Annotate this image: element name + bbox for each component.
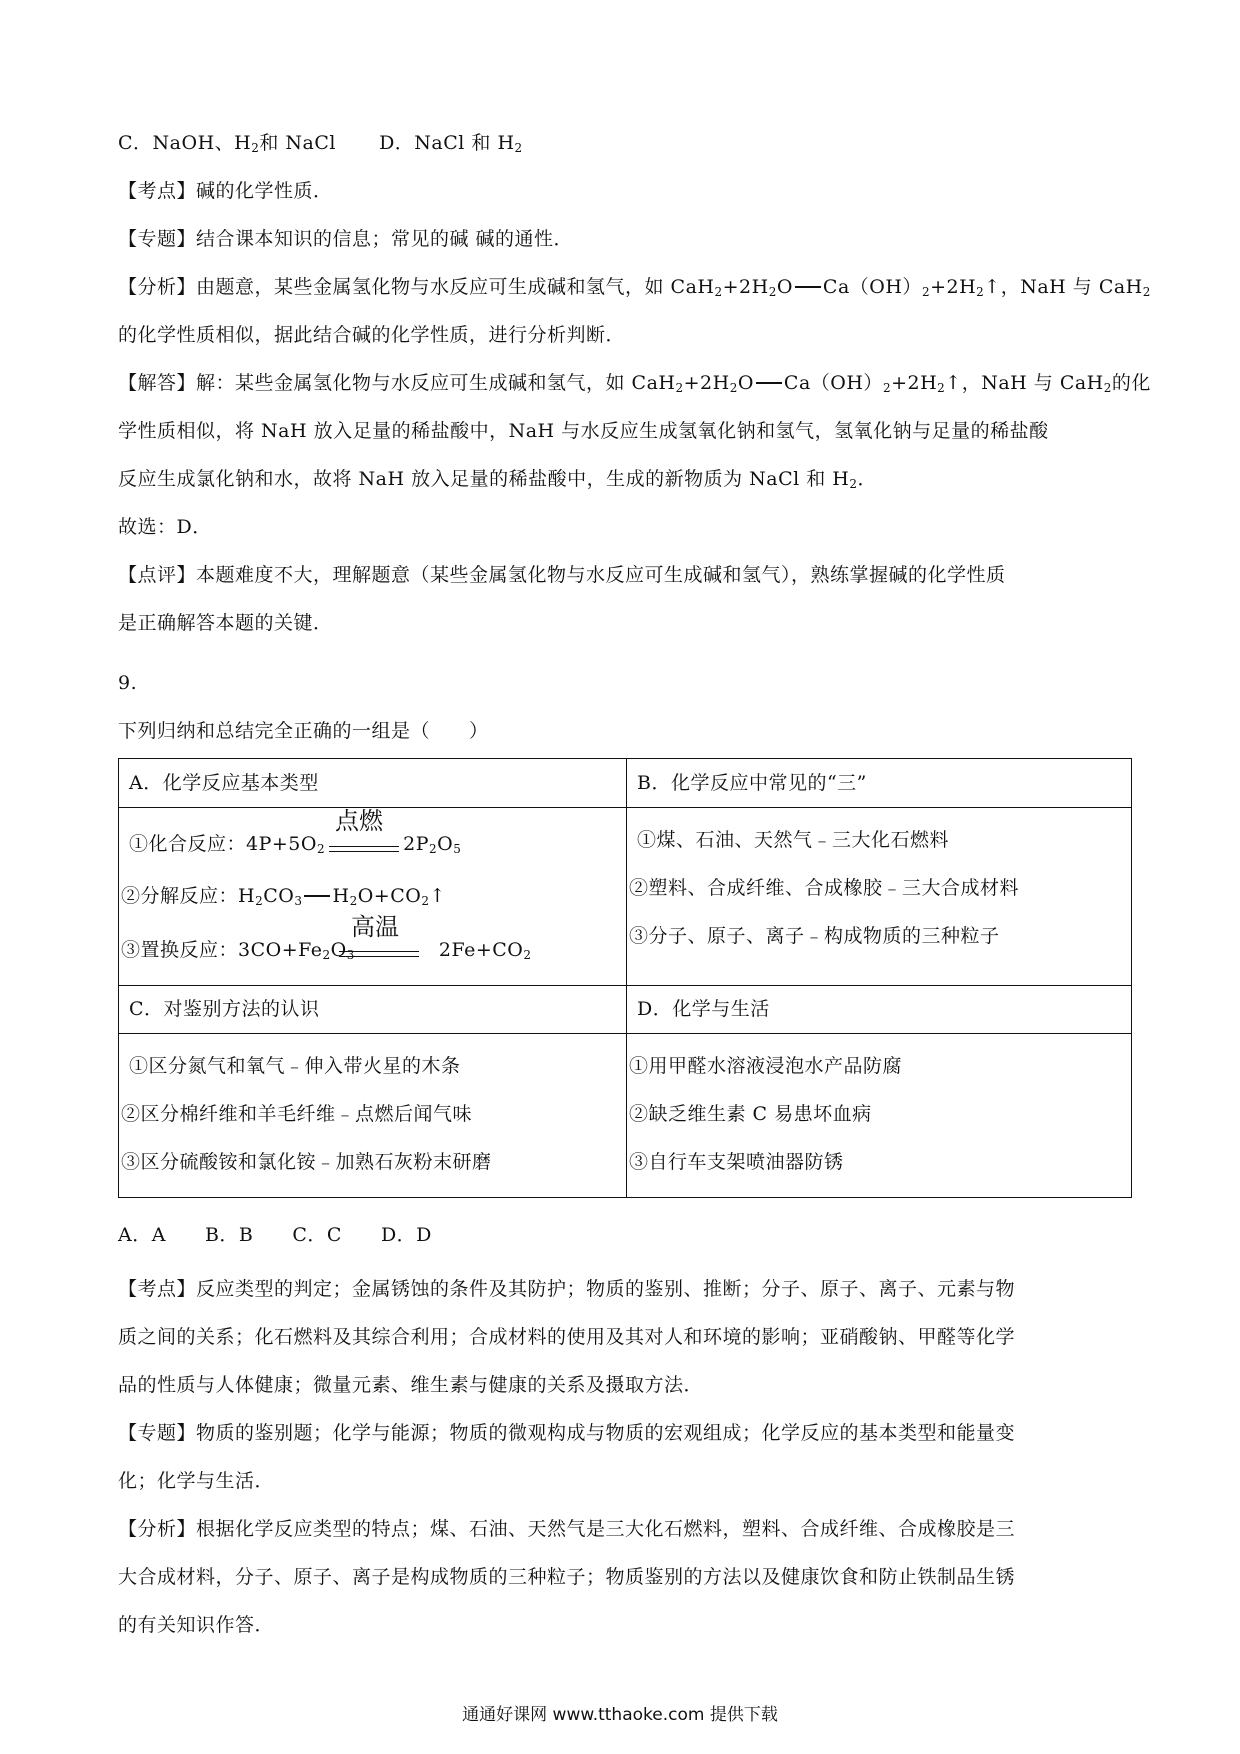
table-divider <box>119 807 1131 808</box>
cell-b-item2: ②塑料、合成纤维、合成橡胶﹣三大合成材料 <box>629 877 1020 899</box>
cell-c-item1: ①区分氮气和氧气﹣伸入带火星的木条 <box>129 1055 461 1077</box>
jieda-line3: 反应生成氯化钠和水，故将 NaH 放入足量的稀盐酸中，生成的新物质为 NaCl 和 $H_2$． <box>118 468 878 491</box>
question-stem: 下列归纳和总结完全正确的一组是（ ） <box>118 720 489 742</box>
fenxi-prev-line2: 的化学性质相似，据此结合碱的化学性质，进行分析判断． <box>118 324 626 346</box>
cell-a-item1: ①化合反应：$4P+5O_2$ $2P_2O_5$ <box>129 833 462 856</box>
condition-ignite: 点燃 <box>335 807 383 835</box>
kaodian-line3: 品的性质与人体健康；微量元素、维生素与健康的关系及摄取方法． <box>118 1374 704 1396</box>
dianping-line2: 是正确解答本题的关键． <box>118 612 333 634</box>
cell-c-item2: ②区分棉纤维和羊毛纤维﹣点燃后闻气味 <box>121 1103 473 1125</box>
kaodian-line2: 质之间的关系；化石燃料及其综合利用；合成材料的使用及其对人和环境的影响；亚硝酸钠、甲醛等化学 <box>118 1326 1016 1348</box>
fenxi-line3: 的有关知识作答． <box>118 1614 275 1636</box>
equals-sign <box>795 286 821 288</box>
page-footer: 通通好课网 www.tthaoke.com 提供下载 <box>462 1705 778 1725</box>
zhuanti-line2: 化；化学与生活． <box>118 1470 275 1492</box>
kaodian-line1: 【考点】反应类型的判定；金属锈蚀的条件及其防护；物质的鉴别、推断；分子、原子、离子、元素与物 <box>118 1278 1016 1300</box>
cell-b-item3: ③分子、原子、离子﹣构成物质的三种粒子 <box>629 925 1000 947</box>
cell-d-header: D．化学与生活 <box>637 998 770 1020</box>
cell-b-item1: ①煤、石油、天然气﹣三大化石燃料 <box>637 829 950 851</box>
table-divider <box>626 759 627 1197</box>
equals-sign <box>304 895 330 897</box>
equals-sign <box>756 382 782 384</box>
fenxi-line1: 【分析】根据化学反应类型的特点；煤、石油、天然气是三大化石燃料，塑料、合成纤维、合成橡胶是三 <box>118 1518 1016 1540</box>
options-table <box>118 758 1132 1198</box>
options-c-d: C．NaOH、$H_2$和 NaCl D．NaCl 和 $H_2$ <box>118 132 523 155</box>
cell-a-item3: ③置换反应：$3CO+Fe_2O_3$ $2Fe+CO_2$ <box>121 939 532 962</box>
cell-a-header: A．化学反应基本类型 <box>129 772 319 794</box>
fenxi-line2: 大合成材料，分子、原子、离子是构成物质的三种粒子；物质鉴别的方法以及健康饮食和防止铁制品生锈 <box>118 1566 1016 1588</box>
jieda-line1: 【解答】解：某些金属氢化物与水反应可生成碱和氢气，如 $CaH_2+2H_2O$ $Ca(OH)_2+2H_2↑$，NaH 与 CaH$_2$的化 <box>118 372 1151 395</box>
answer-choice: 故选：D． <box>118 516 212 538</box>
cell-d-item1: ①用甲醛水溶液浸泡水产品防腐 <box>629 1055 903 1077</box>
cell-d-item2: ②缺乏维生素 C 易患坏血病 <box>629 1103 872 1125</box>
zhuanti-prev: 【专题】结合课本知识的信息；常见的碱 碱的通性． <box>118 228 574 250</box>
jieda-line2: 学性质相似，将 NaH 放入足量的稀盐酸中，NaH 与水反应生成氢氧化钠和氢气，氢氧化钠与足量的稀盐酸 <box>118 420 1049 442</box>
cell-c-header: C．对鉴别方法的认识 <box>129 998 320 1020</box>
fenxi-prev-line1: 【分析】由题意，某些金属氢化物与水反应可生成碱和氢气，如 $CaH_2+2H_2O$ $Ca(OH)_2+2H_2↑$，NaH 与 CaH$_2$ <box>118 276 1151 299</box>
answer-options: A．A B．B C．C D．D <box>118 1224 432 1246</box>
cell-a-item2: ②分解反应：$H_2CO_3$ $H_2O+CO_2↑$ <box>121 885 446 908</box>
double-line-equals <box>329 846 399 852</box>
cell-b-header: B．化学反应中常见的“三” <box>637 772 867 794</box>
condition-high-temp: 高温 <box>351 913 399 941</box>
kaodian-prev: 【考点】碱的化学性质． <box>118 180 333 202</box>
zhuanti-line1: 【专题】物质的鉴别题；化学与能源；物质的微观构成与物质的宏观组成；化学反应的基本类型和能量变 <box>118 1422 1016 1444</box>
question-number: 9. <box>118 672 138 694</box>
table-divider <box>119 985 1131 986</box>
table-divider <box>119 1033 1131 1034</box>
cell-c-item3: ③区分硫酸铵和氯化铵﹣加熟石灰粉末研磨 <box>121 1151 492 1173</box>
double-line-equals <box>339 951 419 957</box>
dianping-line1: 【点评】本题难度不大，理解题意（某些金属氢化物与水反应可生成碱和氢气），熟练掌握碱的化学性质 <box>118 564 1006 586</box>
cell-d-item3: ③自行车支架喷油器防锈 <box>629 1151 844 1173</box>
